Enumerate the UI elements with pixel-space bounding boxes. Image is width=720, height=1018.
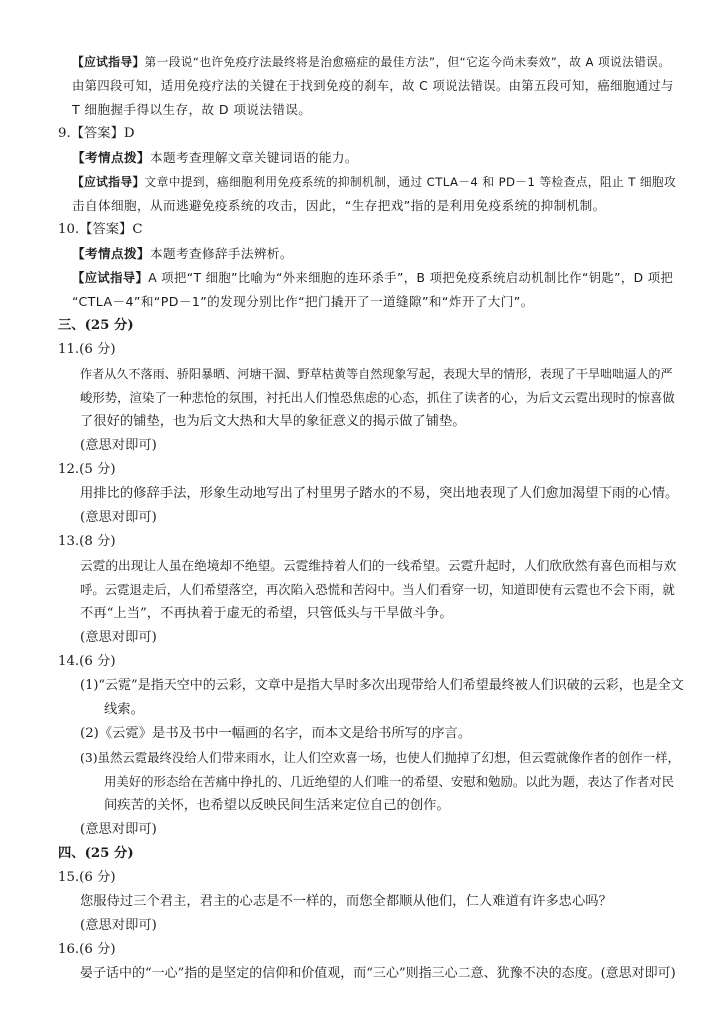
text-line [72,269,673,287]
section-tag: 【应试指导】 [72,270,149,285]
text-line [80,965,676,983]
text-line [72,101,311,119]
line-text: 了很好的铺垫，也为后文大热和大旱的象征意义的揭示做了铺垫。 [80,414,466,429]
text-line [72,149,358,167]
text-line [80,557,676,575]
text-line [80,821,157,839]
section-tag: 【考情点拨】 [72,150,150,165]
line-text: (意思对即可) [80,510,157,525]
section-tag: 【应试指导】 [72,55,145,69]
text-line [58,221,143,239]
line-text: (意思对即可) [80,918,157,933]
text-line [104,773,674,791]
text-line [72,197,606,215]
line-text: 13.(8 分) [58,534,116,549]
line-text: (3)虽然云霓最终没给人们带来雨水，让人们空欢喜一场，也使人们抛掉了幻想，但云霓就像作者的创作一样， [80,750,680,765]
text-line [104,701,144,719]
text-line [58,941,116,959]
line-text: 文章中提到，癌细胞利用免疫系统的抑制机制，通过 CTLA－4 和 PD－1 等检查点，阻止 T 细胞攻 [144,175,677,189]
text-line [58,653,116,671]
line-text: 用美好的形态给在苦痛中挣扎的、几近绝望的人们唯一的希望、安慰和勉励。以此为题，表达了作者对民 [104,774,674,789]
line-text: 15.(6 分) [58,870,116,885]
text-line [72,53,670,71]
text-line [80,725,471,743]
line-text: T 细胞握手得以生存，故 D 项说法错误。 [72,102,312,117]
line-text: 16.(6 分) [58,942,116,957]
line-text: (意思对即可) [80,438,157,453]
text-line [80,413,466,431]
line-text: 击自体细胞，从而逃避免疫系统的攻击，因此，“生存把戏”指的是利用免疫系统的抑制机制。 [72,198,606,213]
text-line [58,317,134,335]
text-line [80,389,675,407]
line-text: 10.【答案】C [58,222,143,237]
line-text: 用排比的修辞手法，形象生动地写出了村里男子踏水的不易，突出地表现了人们愈加渴望下雨的心情。 [80,486,679,501]
line-text: A 项把“T 细胞”比喻为“外来细胞的连环杀手”，B 项把免疫系统启动机制比作“钥匙”，D 项把 [148,271,674,285]
line-text: 由第四段可知，适用免疫疗法的关键在于找到免疫的刹车，故 C 项说法错误。由第五段可知，癌细胞通过与 [72,79,674,93]
text-line [80,629,157,647]
line-text: 14.(6 分) [58,654,116,669]
line-text: 您服侍过三个君主，君主的心志是不一样的，而您全都顺从他们，仁人难道有许多忠心吗？ [80,894,612,909]
line-text: 云霓的出现让人虽在绝境却不绝望。云霓维持着人们的一线希望。云霓升起时，人们欣欣然有喜色而相与欢 [80,558,677,573]
text-line [58,533,116,551]
line-text: 本题考查理解文章关键词语的能力。 [149,150,358,165]
line-text: 11.(6 分) [58,342,116,357]
text-line [104,797,450,815]
text-line [58,461,116,479]
line-text: (1)“云霓”是指天空中的云彩，文章中是指大旱时多次出现带给人们希望最终被人们识破的云彩，也是全文 [80,678,684,693]
text-line [80,485,678,503]
line-text: (意思对即可) [80,822,157,837]
line-text: (意思对即可) [80,630,157,645]
text-line [80,749,680,767]
line-text: 12.(5 分) [58,462,116,477]
line-text: 三、(25 分) [58,318,134,333]
line-text: 晏子话中的“一心”指的是坚定的信仰和价值观，而“三心”则指三心二意、犹豫不决的态度。(意思对即可) [80,966,676,981]
line-text: “CTLA－4”和“PD－1”的发现分别比作“把门撬开了一道缝隙”和“炸开了大门”。 [72,294,534,309]
text-line [80,605,453,623]
line-text: 本题考查修辞手法辨析。 [149,246,293,261]
line-text: 线索。 [104,702,144,717]
line-text: 呼。云霓退走后，人们希望落空，再次陷入恐慌和苦闷中。当人们看穿一切，知道即使有云霓也不会下雨，就 [80,582,675,597]
text-line [72,293,534,311]
line-text: 峻形势，渲染了一种悲怆的氛围，衬托出人们惶恐焦虑的心态，抓住了读者的心，为后文云霓出现时的惊喜做 [80,390,675,405]
line-text: 四、(25 分) [58,846,134,861]
text-line [58,125,135,143]
line-text: 不再“上当”，不再执着于虚无的希望，只管低头与干旱做斗争。 [80,606,453,621]
text-line [80,917,157,935]
text-line [80,365,673,383]
text-line [80,509,157,527]
line-text: 间疾苦的关怀，也希望以反映民间生活来定位自己的创作。 [104,798,450,813]
text-line [80,893,612,911]
line-text: 第一段说“也许免疫疗法最终将是治愈癌症的最佳方法”，但“它迄今尚未奏效”，故 A 项说法错误。 [144,55,671,69]
line-text: (2)《云霓》是书及书中一幅画的名字，而本文是给书所写的序言。 [80,726,472,741]
text-line [72,245,293,263]
text-line [58,341,116,359]
text-line [80,581,675,599]
text-line [72,77,674,95]
line-text: 9.【答案】D [58,126,135,141]
text-line [58,869,116,887]
line-text: 作者从久不落雨、骄阳暴晒、河塘干涸、野草枯黄等自然现象写起，表现大旱的情形，表现了干旱咄咄逼人的严 [80,367,673,381]
section-tag: 【应试指导】 [72,175,145,189]
text-line [80,437,157,455]
text-line [80,677,684,695]
section-tag: 【考情点拨】 [72,246,150,261]
text-line [58,845,134,863]
text-line [72,173,676,191]
